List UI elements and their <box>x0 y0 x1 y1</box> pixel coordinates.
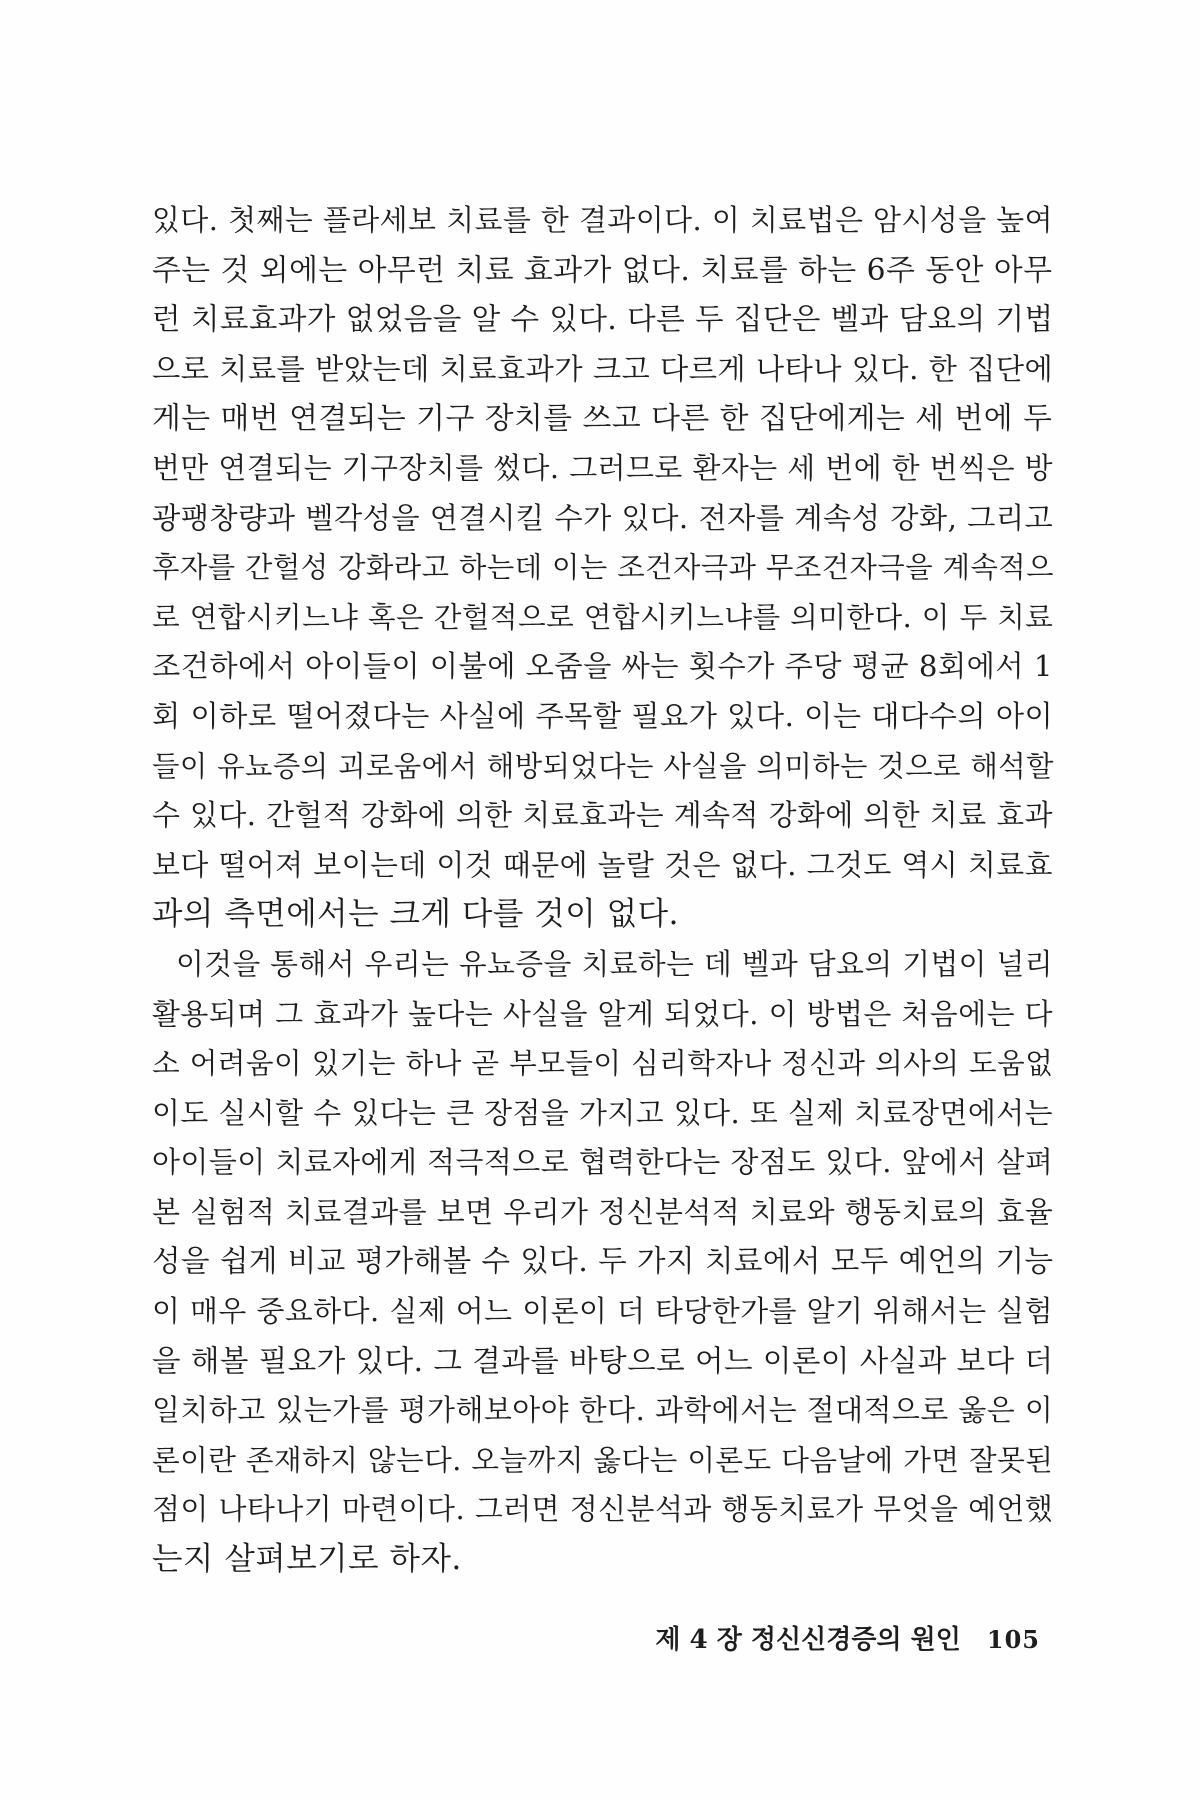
text-line: 주는 것 외에는 아무런 치료 효과가 없다. 치료를 하는 6주 동안 아무 <box>152 252 1053 288</box>
text-line: 는지 살펴보기로 하자. <box>152 1541 462 1578</box>
text-line: 아이들이 치료자에게 적극적으로 협력한다는 장점도 있다. 앞에서 살펴 <box>152 1145 1054 1180</box>
text-line: 보다 떨어져 보이는데 이것 때문에 놀랄 것은 없다. 그것도 역시 치료효 <box>152 847 1053 882</box>
text-line: 수 있다. 간헐적 강화에 의한 치료효과는 계속적 강화에 의한 치료 효과 <box>152 798 1053 833</box>
text-line: 으로 치료를 받았는데 치료효과가 크고 다르게 나타나 있다. 한 집단에 <box>152 351 1054 386</box>
text-line: 이것을 통해서 우리는 유뇨증을 치료하는 데 벨과 담요의 기법이 널리 <box>176 946 1053 981</box>
text-line: 활용되며 그 효과가 높다는 사실을 알게 되었다. 이 방법은 처음에는 다 <box>152 996 1053 1031</box>
text-line: 조건하에서 아이들이 이불에 오줌을 싸는 횟수가 주당 평균 8회에서 1 <box>152 649 1053 684</box>
paragraph-2 <box>152 940 1052 1585</box>
text-line: 후자를 간헐성 강화라고 하는데 이는 조건자극과 무조건자극을 계속적으 <box>152 551 1054 585</box>
text-line: 들이 유뇨증의 괴로움에서 해방되었다는 사실을 의미하는 것으로 해석할 <box>152 749 1054 783</box>
text-line: 성을 쉽게 비교 평가해볼 수 있다. 두 가지 치료에서 모두 예언의 기능 <box>152 1244 1054 1279</box>
paragraph-1 <box>152 196 1052 940</box>
text-line: 게는 매번 연결되는 기구 장치를 쓰고 다른 한 집단에게는 세 번에 두 <box>152 401 1053 437</box>
text-line: 일치하고 있는가를 평가해보아야 한다. 과학에서는 절대적으로 옳은 이 <box>152 1393 1054 1428</box>
text-line: 이도 실시할 수 있다는 큰 장점을 가지고 있다. 또 실제 치료장면에서는 <box>152 1095 1053 1130</box>
text-line: 점이 나타나기 마련이다. 그러면 정신분석과 행동치료가 무엇을 예언했 <box>152 1492 1054 1527</box>
text-line: 광팽창량과 벨각성을 연결시킬 수가 있다. 전자를 계속성 강화, 그리고 <box>152 500 1054 535</box>
text-line: 소 어려움이 있기는 하나 곧 부모들이 심리학자나 정신과 의사의 도움없 <box>152 1046 1054 1081</box>
text-line: 런 치료효과가 없었음을 알 수 있다. 다른 두 집단은 벨과 담요의 기법 <box>152 302 1054 337</box>
page-number: 105 <box>986 1625 1040 1654</box>
body-text <box>152 196 1052 1585</box>
text-line: 로 연합시키느냐 혹은 간헐적으로 연합시키느냐를 의미한다. 이 두 치료 <box>152 599 1054 634</box>
page-footer <box>640 1619 1040 1656</box>
text-line: 번만 연결되는 기구장치를 썼다. 그러므로 환자는 세 번에 한 번씩은 방 <box>152 450 1053 485</box>
text-line: 본 실험적 치료결과를 보면 우리가 정신분석적 치료와 행동치료의 효율 <box>152 1194 1054 1229</box>
text-line: 론이란 존재하지 않는다. 오늘까지 옳다는 이론도 다음날에 가면 잘못된 <box>152 1442 1054 1477</box>
text-line: 회 이하로 떨어졌다는 사실에 주목할 필요가 있다. 이는 대다수의 아이 <box>152 698 1054 733</box>
text-line: 을 해볼 필요가 있다. 그 결과를 바탕으로 어느 이론이 사실과 보다 더 <box>152 1343 1054 1378</box>
chapter-title: 제 4 장 정신신경증의 원인 <box>655 1625 961 1655</box>
text-line: 과의 측면에서는 크게 다를 것이 없다. <box>152 896 680 933</box>
text-line: 있다. 첫째는 플라세보 치료를 한 결과이다. 이 치료법은 암시성을 높여 <box>152 203 1053 237</box>
text-line: 이 매우 중요하다. 실제 어느 이론이 더 타당한가를 알기 위해서는 실험 <box>152 1294 1053 1329</box>
